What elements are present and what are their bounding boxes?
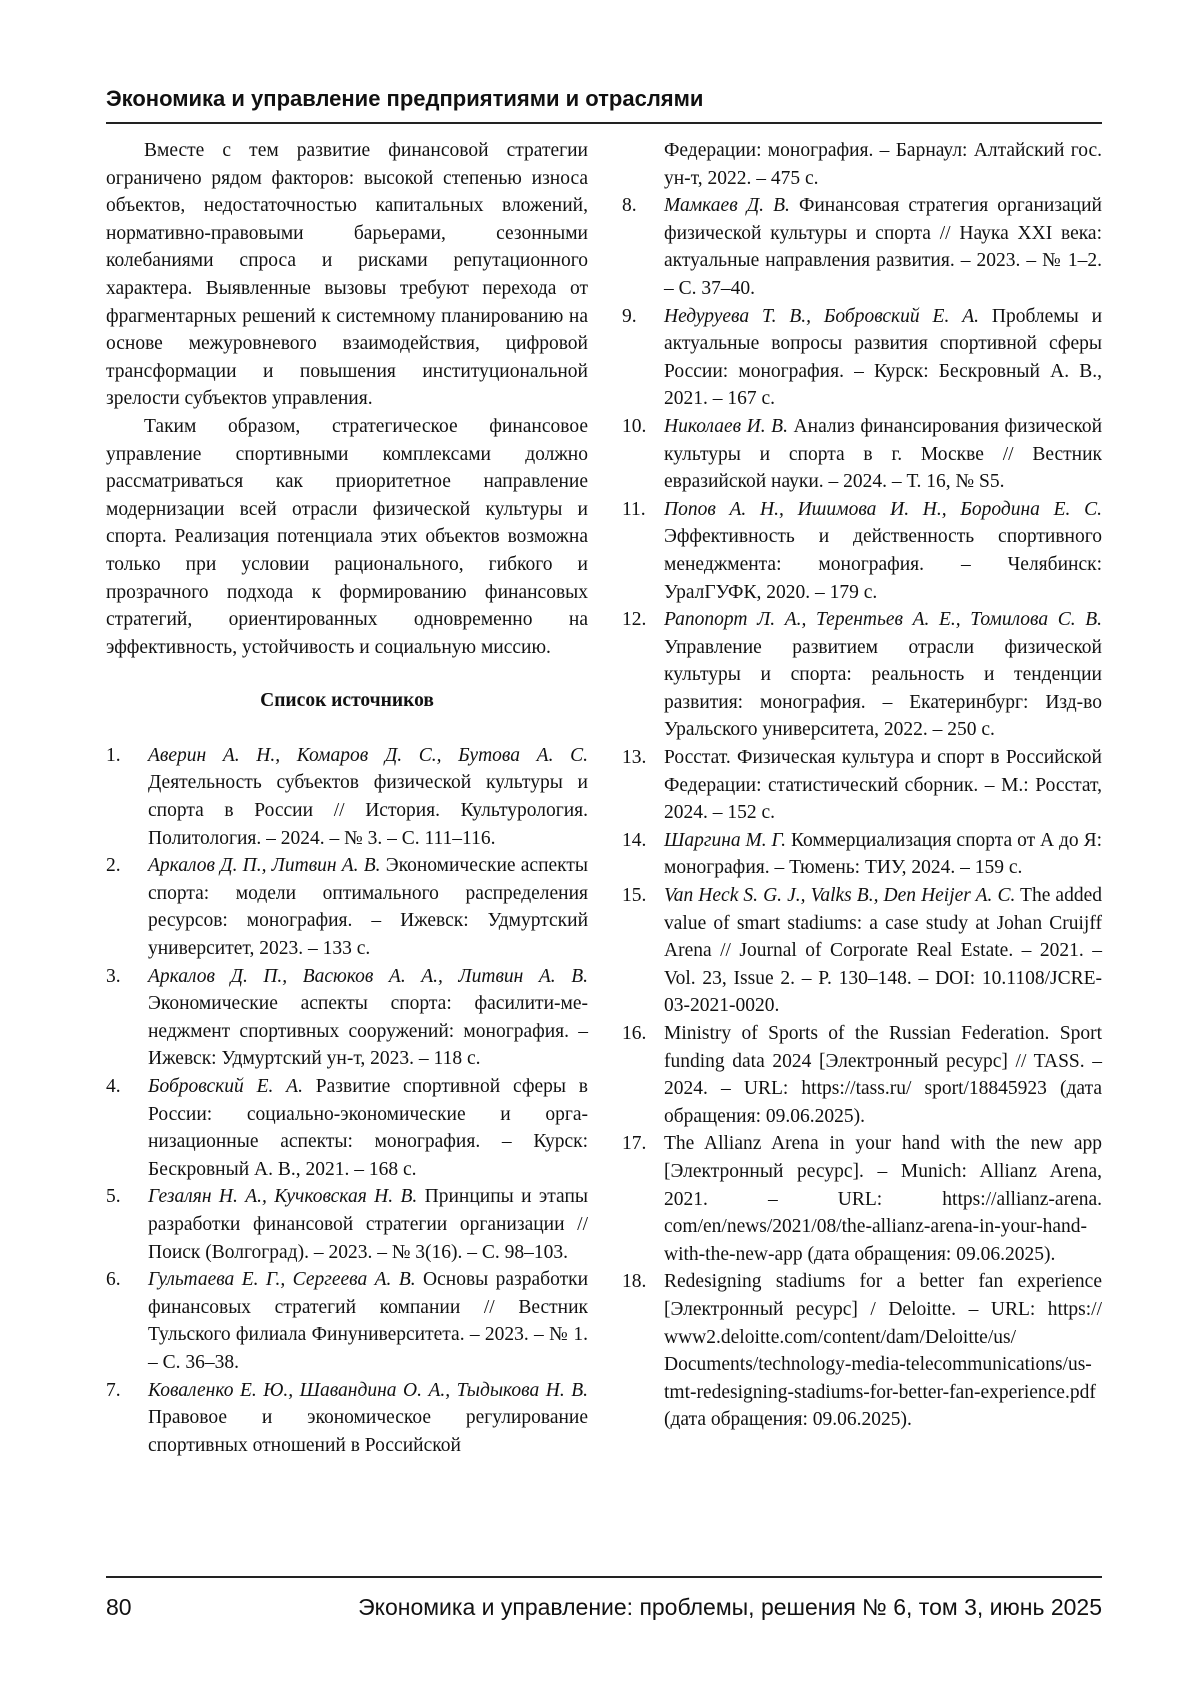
left-column xyxy=(106,137,588,1459)
page-number: 80 xyxy=(106,1594,132,1620)
reference-text: Анализ финансирования физической культуры и спорта в г. Москве // Вестник евразийской науки. – 2024. – Т. 16, № S5. xyxy=(664,415,1103,493)
reference-text: The Allianz Arena in your hand with the new app [Электронный ресурс]. – Munich: Allianz Arena, 2021. – URL: https://allianz-arena.​com/en/news/2021/08/the-allianz-arena-in-​your-hand-with-the-new-app (дата обращения: 09.06.2025). xyxy=(664,1133,1102,1265)
reference-number: 3. xyxy=(106,965,121,987)
reference-number: 17. xyxy=(622,1133,647,1155)
reference-text: Росстат. Физическая культура и спорт в Российской Федерации: статистический сборник. – М.: Росстат, 2024. – 152 с. xyxy=(664,747,1102,824)
reference-number: 7. xyxy=(106,1379,121,1401)
reference-number: 13. xyxy=(622,747,647,769)
reference-item xyxy=(622,192,1102,302)
reference-number: 9. xyxy=(622,305,637,327)
reference-authors: Шаргина М. Г. xyxy=(664,829,787,851)
reference-item xyxy=(622,303,1102,413)
reference-number: 15. xyxy=(622,885,647,907)
reference-text: Управление развитием отрасли физической культуры и спорта: реальность и тенденции развития: монография. – Екатеринбург: Изд-во Уральского университета, 2022. – 250 с. xyxy=(664,636,1102,741)
reference-text: The added value of smart stadiums: a case study at Johan Cruijff Arena // Journal of Corporate Real Estate. – 2021. – Vol. 23, Issue 2. – P. 130–148. – DOI: 10.1108/JCRE-03-2021-0020. xyxy=(664,885,1102,1017)
reference-item xyxy=(106,1377,588,1460)
reference-authors: Попов А. Н., Ишимова И. Н., Бородина Е. С. xyxy=(664,498,1102,520)
reference-authors: Van Heck S. G. J., Valks B., Den Heijer A. C. xyxy=(664,885,1016,907)
reference-number: 4. xyxy=(106,1076,121,1097)
reference-authors: Аверин А. Н., Комаров Д. С., Бутова А. С. xyxy=(148,744,588,766)
reference-number: 10. xyxy=(622,415,647,437)
reference-item xyxy=(106,1266,588,1376)
reference-item xyxy=(622,882,1102,1020)
reference-item xyxy=(106,1183,588,1266)
reference-authors: Мамкаев Д. В. xyxy=(664,195,790,217)
reference-item xyxy=(622,1268,1102,1434)
reference-item xyxy=(106,963,588,1073)
reference-text: Развитие спортивной сферы в России: социально-экономические и организационные аспекты: монография. – Курск: Бескровный А. В., 2021. – 168 с. xyxy=(148,1076,589,1180)
reference-text: Экономические аспекты спорта: фасилити-менеджмент спортивных сооружений: монография. – Ижевск: Удмуртский ун-т, 2023. – 118 с. xyxy=(148,993,588,1070)
reference-item xyxy=(622,606,1102,744)
reference-number: 11. xyxy=(622,498,646,520)
reference-text: Правовое и экономическое регулирование спортивных отношений в Российской xyxy=(148,1407,588,1456)
reference-authors: Недуруева Т. В., Бобровский Е. А. xyxy=(664,305,979,327)
reference-text: Финансовая стратегия организаций физической культуры и спорта // Наука XXI века: актуальные направления развития. – 2023. – № 1–2. – С. 37–40. xyxy=(664,195,1102,299)
reference-text: Коммерциализация спорта от А до Я: монография. – Тюмень: ТИУ, 2024. – 159 с. xyxy=(664,829,1102,879)
reference-item xyxy=(622,1020,1102,1130)
reference-item xyxy=(622,413,1102,496)
reference-text: Ministry of Sports of the Russian Federation. Sport funding data 2024 [Электронный ресурс] // TASS. – 2024. – URL: https://tass.ru/ sport/18845923 (дата обращения: 09.06.2025). xyxy=(664,1023,1102,1127)
reference-text: Эффективность и действенность спортивного менеджмента: монография. – Челябинск: УралГУФК, 2020. – 179 с. xyxy=(664,526,1102,603)
reference-text: Деятельность субъектов физической культуры и спорта в России // История. Культурология. Политология. – 2024. – № 3. – С. 111–116. xyxy=(148,772,588,849)
reference-authors: Аркалов Д. П., Литвин А. В. xyxy=(148,855,381,877)
reference-authors: Рапопорт Л. А., Терентьев А. Е., Томилова С. В. xyxy=(664,609,1102,631)
reference-item xyxy=(106,1073,588,1183)
reference-authors: Гультаева Е. Г., Сергеева А. В. xyxy=(148,1269,416,1291)
reference-number: 1. xyxy=(106,744,121,766)
reference-number: 18. xyxy=(622,1271,647,1293)
reference-item xyxy=(106,852,588,962)
reference-number: 14. xyxy=(622,829,647,851)
reference-authors: Коваленко Е. Ю., Шавандина О. А., Тыдыкова Н. В. xyxy=(148,1379,588,1401)
reference-item xyxy=(622,1130,1102,1268)
reference-authors: Бобровский Е. А. xyxy=(148,1076,303,1097)
reference-continuation: Федерации: монография. – Барнаул: Алтайский гос. ун-т, 2022. – 475 с. xyxy=(664,140,1102,189)
reference-authors: Николаев И. В. xyxy=(664,415,788,437)
reference-item xyxy=(622,827,1102,882)
reference-item xyxy=(106,742,588,852)
reference-item xyxy=(622,744,1102,827)
body-paragraph: Таким образом, стратегическое финансовое управление спортивными комплексами должно рассматриваться как приоритетное направление модернизации всей отрасли физической культуры и спорта. Реализация потенциала этих объектов возможна только при условии рационального, гибкого и прозрачного подхода к формированию финансовых стратегий, ориентированных одновременно на эффективность, устойчивость и социальную миссию. xyxy=(106,415,588,658)
reference-authors: Гезалян Н. А., Кучковская Н. В. xyxy=(148,1186,418,1208)
reference-text: Проблемы и актуальные вопросы развития спортивной сферы России: монография. – Курск: Бескровный А. В., 2021. – 167 с. xyxy=(664,305,1103,410)
reference-text: Принципы и этапы разработки финансовой стратегии организации // Поиск (Волгоград). – 2023. – № 3(16). – С. 98–103. xyxy=(148,1186,588,1263)
running-header: Экономика и управление предприятиями и отраслями xyxy=(106,86,704,111)
reference-number: 6. xyxy=(106,1269,121,1291)
reference-item xyxy=(622,496,1102,606)
reference-text: Основы разработки финансовых стратегий компании // Вестник Тульского филиала Финуниверситета. – 2023. – № 1. – С. 36–38. xyxy=(148,1269,589,1373)
reference-text: Экономические аспекты спорта: модели оптимального распределения ресурсов: монография. – Ижевск: Удмуртский университет, 2023. – 133 с. xyxy=(148,855,589,960)
footer-rule xyxy=(106,1576,1102,1578)
sources-heading: Список источников xyxy=(260,690,434,712)
page-footer xyxy=(106,1590,1102,1624)
reference-number: 5. xyxy=(106,1186,121,1208)
reference-number: 2. xyxy=(106,855,121,877)
reference-number: 8. xyxy=(622,195,637,217)
right-column xyxy=(622,137,1102,1434)
reference-number: 16. xyxy=(622,1023,647,1044)
reference-list xyxy=(622,192,1102,1434)
header-rule xyxy=(106,122,1102,124)
journal-info: Экономика и управление: проблемы, решения № 6, том 3, июнь 2025 xyxy=(358,1594,1102,1620)
reference-list xyxy=(106,742,588,1459)
body-paragraph: Вместе с тем развитие финансовой стратегии ограничено рядом факторов: высокой степенью износа объектов, недостаточностью капитальных вложений, нормативно-правовыми барьерами, сезонными колебаниями спроса и рисками репутационного характера. Выявленные вызовы требуют перехода от фрагментарных решений к системному планированию на основе межуровневого взаимодействия, цифровой трансформации и повышения институциональной зрелости субъектов управления. xyxy=(106,140,588,410)
reference-text: Redesigning stadiums for a better fan experience [Электронный ресурс] / Deloitte. – URL: https://​www2.deloitte.com/content/dam/Deloitte/us/​Documents/technology-media-telecommunications/us-tmt-redesigning-stadiums-for-better-fan-​experience.pdf (дата обращения: 09.06.2025). xyxy=(664,1271,1102,1431)
reference-number: 12. xyxy=(622,609,647,631)
reference-authors: Аркалов Д. П., Васюков А. А., Литвин А. В. xyxy=(148,965,588,987)
